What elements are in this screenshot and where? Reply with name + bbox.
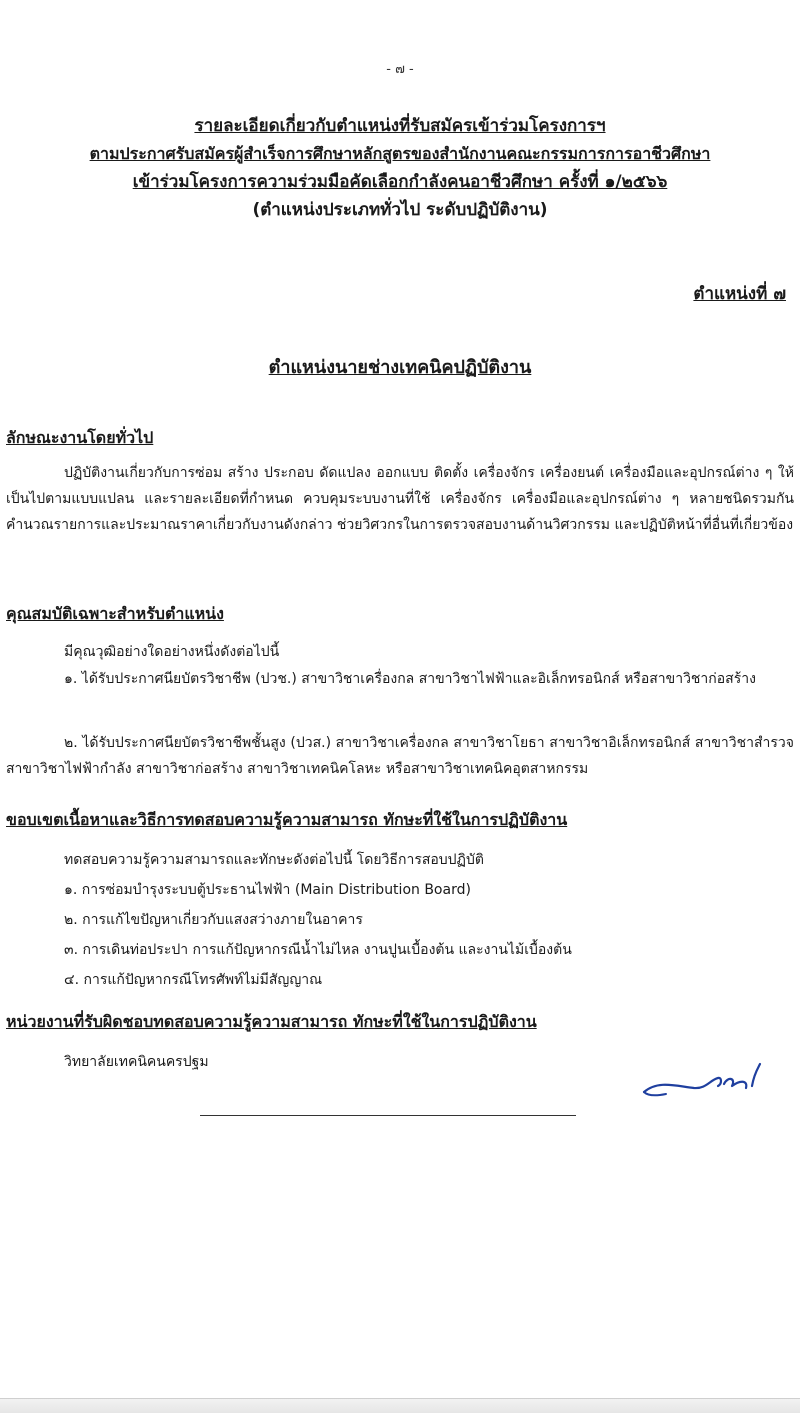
test-scope-item: ๑. การซ่อมบำรุงระบบตู้ประธานไฟฟ้า (Main Distribution Board): [64, 882, 471, 898]
position-number: ตำแหน่งที่ ๗: [693, 284, 786, 304]
document-header: [0, 112, 800, 224]
test-scope-heading: ขอบเขตเนื้อหาและวิธีการทดสอบความรู้ความสามารถ ทักษะที่ใช้ในการปฏิบัติงาน: [6, 810, 568, 829]
test-scope-item: ๔. การแก้ปัญหากรณีโทรศัพท์ไม่มีสัญญาณ: [64, 972, 323, 988]
test-scope-item: ๓. การเดินท่อประปา การแก้ปัญหากรณีน้ำไม่ไหล งานปูนเบื้องต้น และงานไม้เบื้องต้น: [64, 942, 572, 958]
qualifications-intro: มีคุณวุฒิอย่างใดอย่างหนึ่งดังต่อไปนี้: [64, 644, 280, 660]
header-line-3: เข้าร่วมโครงการความร่วมมือคัดเลือกกำลังคนอาชีวศึกษา ครั้งที่ ๑/๒๕๖๖: [132, 172, 668, 192]
qualification-item-2: ๒. ได้รับประกาศนียบัตรวิชาชีพชั้นสูง (ปวส.) สาขาวิชาเครื่องกล สาขาวิชาโยธา สาขาวิชาอิเล็กทรอนิกส์ สาขาวิชาสำรวจ สาขาวิชาไฟฟ้ากำลัง สาขาวิชาก่อสร้าง สาขาวิชาเทคนิคโลหะ หรือสาขาวิชาเทคนิคอุตสาหกรรม: [6, 735, 794, 777]
signature-image: [636, 1050, 776, 1110]
closing-divider-line: [200, 1115, 576, 1116]
header-line-2: ตามประกาศรับสมัครผู้สำเร็จการศึกษาหลักสูตรของสำนักงานคณะกรรมการการอาชีวศึกษา: [89, 144, 711, 163]
test-scope-item: ๒. การแก้ไขปัญหาเกี่ยวกับแสงสว่างภายในอาคาร: [64, 912, 363, 928]
header-line-4: (ตำแหน่งประเภททั่วไป ระดับปฏิบัติงาน): [252, 200, 548, 220]
job-description-text: ปฏิบัติงานเกี่ยวกับการซ่อม สร้าง ประกอบ ดัดแปลง ออกแบบ ติดตั้ง เครื่องจักร เครื่องยนต์ เครื่องมือและอุปกรณ์ต่าง ๆ ให้เป็นไปตามแบบแปลน และรายละเอียดที่กำหนด ควบคุมระบบงานที่ใช้ เครื่องจักร เครื่องมือและอุปกรณ์ต่าง ๆ หลายชนิดรวมกัน คำนวณรายการและประมาณราคาเกี่ยวกับงานดังกล่าว ช่วยวิศวกรในการตรวจสอบงานด้านวิศวกรรม และปฏิบัติหน้าที่อื่นที่เกี่ยวข้อง: [6, 465, 794, 533]
responsible-unit-name: วิทยาลัยเทคนิคนครปฐม: [64, 1054, 209, 1070]
responsible-unit-heading: หน่วยงานที่รับผิดชอบทดสอบความรู้ความสามารถ ทักษะที่ใช้ในการปฏิบัติงาน: [6, 1012, 537, 1031]
test-scope-intro: ทดสอบความรู้ความสามารถและทักษะดังต่อไปนี้ โดยวิธีการสอบปฏิบัติ: [64, 852, 484, 868]
page-bottom-edge: [0, 1398, 800, 1413]
page-number: - ๗ -: [386, 62, 414, 77]
qualification-item-1: ๑. ได้รับประกาศนียบัตรวิชาชีพ (ปวช.) สาขาวิชาเครื่องกล สาขาวิชาไฟฟ้าและอิเล็กทรอนิกส์ หรือสาขาวิชาก่อสร้าง: [64, 671, 756, 687]
job-description-heading: ลักษณะงานโดยทั่วไป: [6, 428, 154, 447]
position-title: ตำแหน่งนายช่างเทคนิคปฏิบัติงาน: [268, 357, 532, 378]
qualifications-heading: คุณสมบัติเฉพาะสำหรับตำแหน่ง: [6, 604, 224, 623]
header-line-1: รายละเอียดเกี่ยวกับตำแหน่งที่รับสมัครเข้าร่วมโครงการฯ: [194, 116, 606, 136]
